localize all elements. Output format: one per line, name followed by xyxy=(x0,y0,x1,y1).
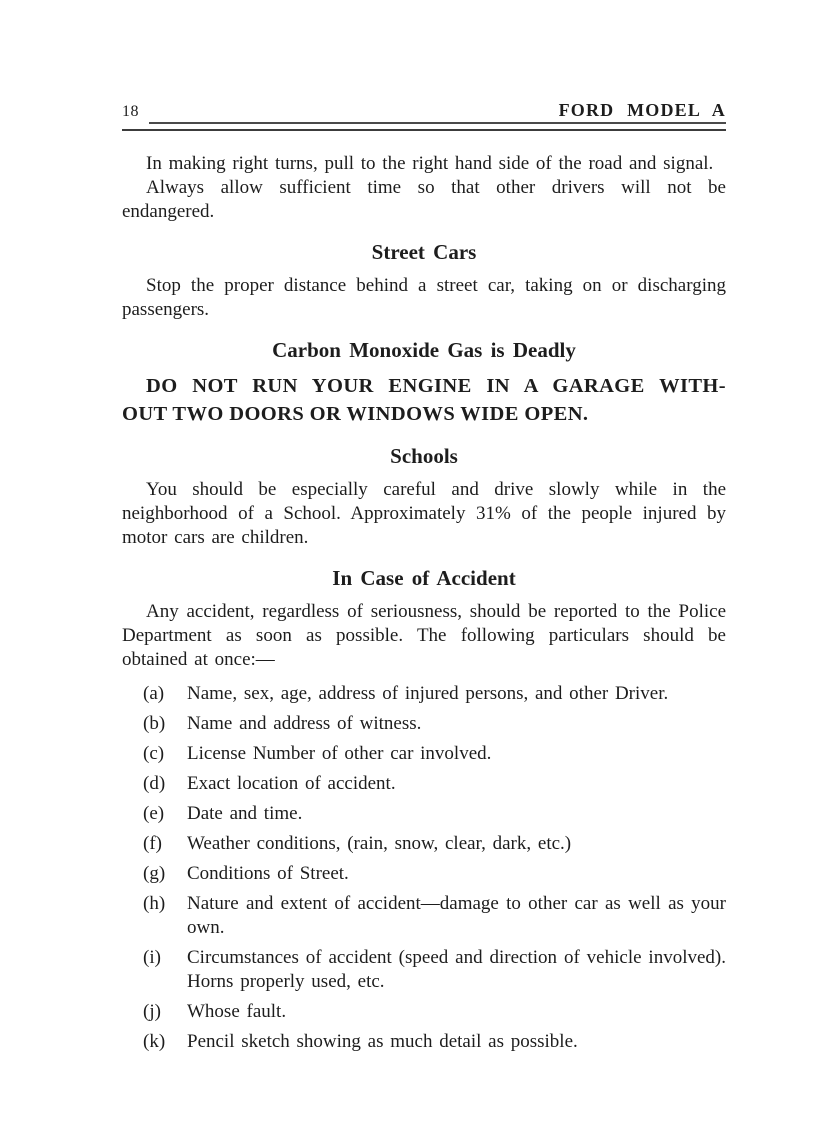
list-item-label: (g) xyxy=(143,863,166,884)
list-item-text: Circumstances of accident (speed and direction of vehicle involved). Horns properly used, etc. xyxy=(187,947,726,992)
list-item-text: License Number of other car involved. xyxy=(187,743,492,764)
page-content xyxy=(122,152,726,1054)
list-item-text: Date and time. xyxy=(187,803,303,824)
accident-paragraph: Any accident, regardless of seriousness, should be reported to the Police Department as soon as possible. The following particulars should be obtained at once:— xyxy=(122,601,726,670)
list-item-text: Conditions of Street. xyxy=(187,863,349,884)
heading-carbon-monoxide: Carbon Monoxide Gas is Deadly xyxy=(272,338,576,362)
list-item xyxy=(122,772,726,796)
list-item xyxy=(122,832,726,856)
list-item-text: Whose fault. xyxy=(187,1001,287,1022)
list-item-label: (a) xyxy=(143,683,165,704)
list-item-label: (e) xyxy=(143,803,165,824)
list-item-label: (d) xyxy=(143,773,166,794)
header-rule xyxy=(122,129,726,131)
list-item-text: Name, sex, age, address of injured persons, and other Driver. xyxy=(187,683,669,704)
list-item-label: (j) xyxy=(143,1001,161,1022)
list-item-label: (h) xyxy=(143,893,166,914)
list-item xyxy=(122,1030,726,1054)
list-item-label: (b) xyxy=(143,713,166,734)
list-item xyxy=(122,682,726,706)
list-item-text: Pencil sketch showing as much detail as possible. xyxy=(187,1031,578,1052)
warning-line-1: DO NOT RUN YOUR ENGINE IN A GARAGE WITH- xyxy=(146,375,726,397)
heading-schools: Schools xyxy=(390,444,458,468)
page-number: 18 xyxy=(122,103,139,120)
page-header xyxy=(122,100,726,124)
list-item xyxy=(122,1000,726,1024)
list-item-label: (k) xyxy=(143,1031,166,1052)
list-item-text: Exact location of accident. xyxy=(187,773,396,794)
heading-street-cars: Street Cars xyxy=(371,240,477,264)
warning-line-2: OUT TWO DOORS OR WINDOWS WIDE OPEN. xyxy=(122,403,589,425)
page-title: FORD MODEL A xyxy=(558,100,726,120)
list-item-text: Name and address of witness. xyxy=(187,713,422,734)
list-item xyxy=(122,892,726,940)
list-item xyxy=(122,712,726,736)
intro-paragraph-right-turns: In making right turns, pull to the right hand side of the road and signal. xyxy=(146,153,714,174)
intro-paragraph-sufficient-time: Always allow sufficient time so that other drivers will not be endangered. xyxy=(122,177,726,222)
schools-paragraph: You should be especially careful and drive slowly while in the neighborhood of a School. Approximately 31% of the people injured by motor cars are children. xyxy=(122,479,726,548)
carbon-monoxide-warning xyxy=(122,372,726,428)
list-item-label: (c) xyxy=(143,743,165,764)
header-baseline-rule xyxy=(149,100,726,124)
list-item-text: Weather conditions, (rain, snow, clear, dark, etc.) xyxy=(187,833,572,854)
list-item-text: Nature and extent of accident—damage to other car as well as your own. xyxy=(187,893,726,938)
list-item-label: (f) xyxy=(143,833,162,854)
list-item xyxy=(122,802,726,826)
list-item-label: (i) xyxy=(143,947,161,968)
list-item xyxy=(122,946,726,994)
heading-in-case-of-accident: In Case of Accident xyxy=(332,566,516,590)
street-cars-paragraph: Stop the proper distance behind a street car, taking on or discharging passengers. xyxy=(122,275,726,320)
accident-particulars-list xyxy=(122,682,726,1054)
list-item xyxy=(122,862,726,886)
list-item xyxy=(122,742,726,766)
